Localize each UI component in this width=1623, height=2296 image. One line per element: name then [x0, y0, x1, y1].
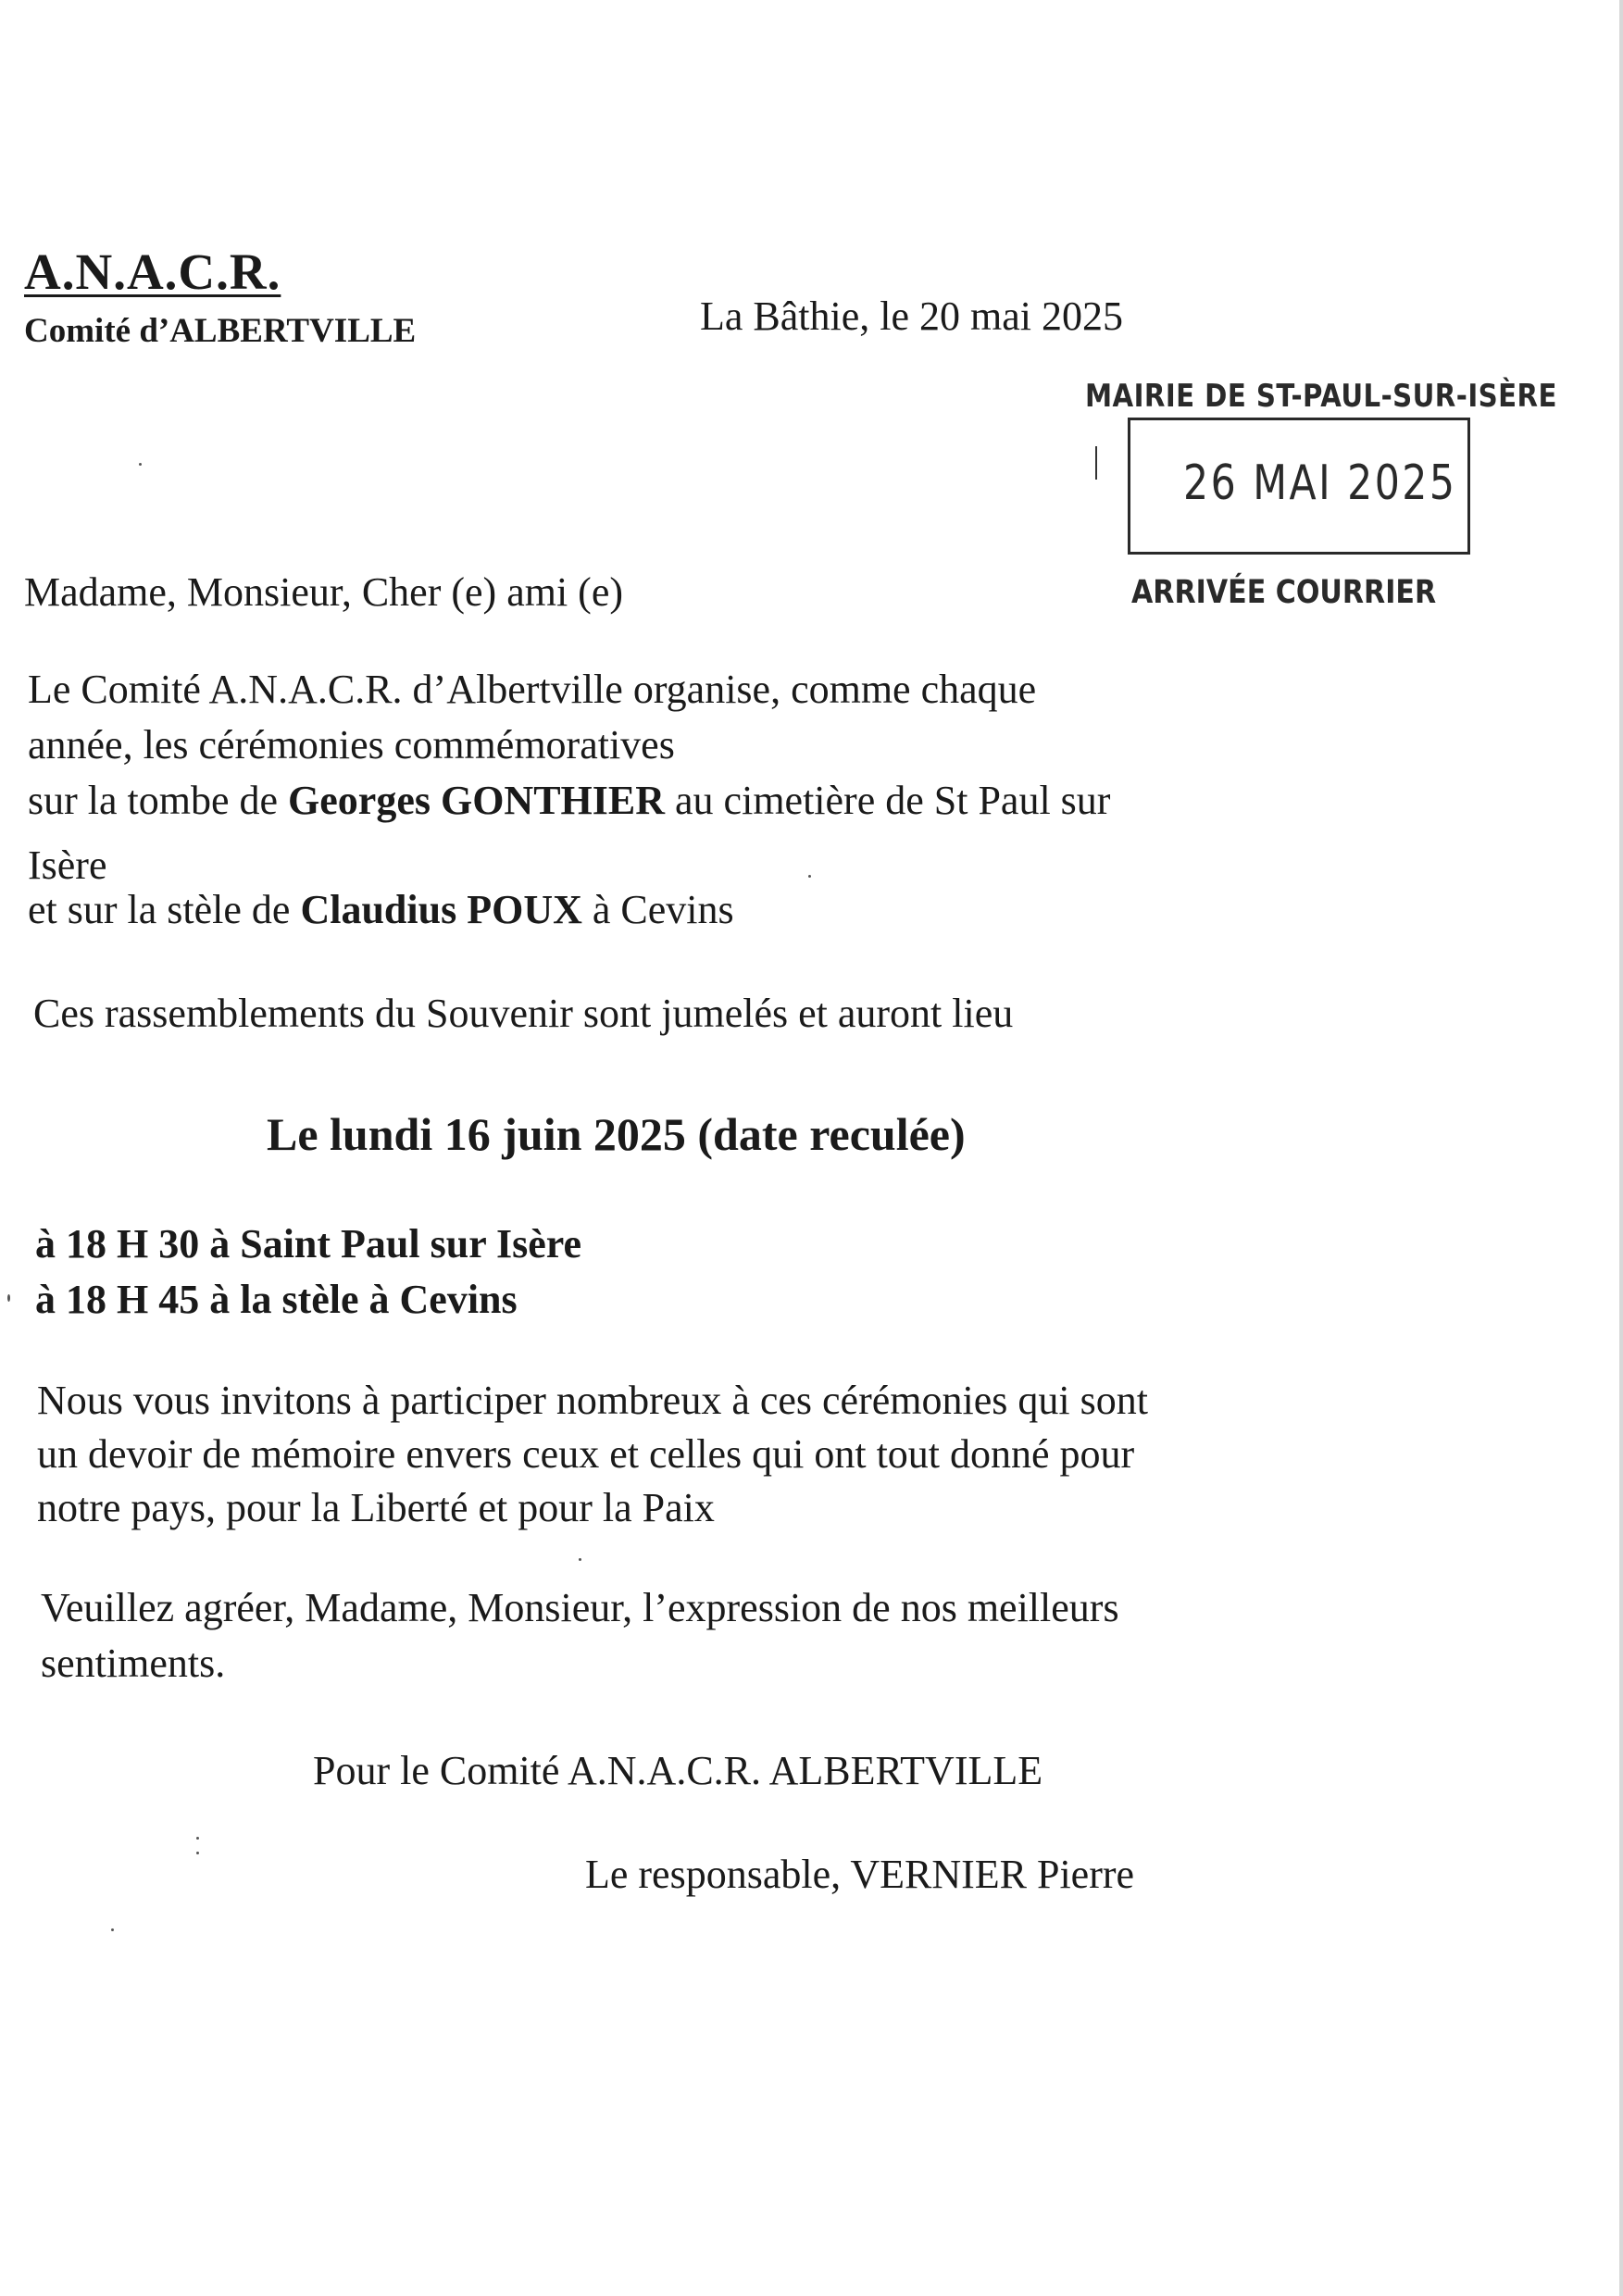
- paragraph-1-line-5: [28, 887, 734, 933]
- paragraph-2: Ces rassemblements du Souvenir sont jumelés et auront lieu: [33, 991, 1014, 1036]
- scan-speck: [579, 1558, 581, 1561]
- stamp-date: 26 MAI 2025: [1183, 455, 1457, 511]
- committee-name: Comité d’ALBERTVILLE: [24, 312, 417, 350]
- scan-speck: [808, 875, 811, 878]
- text-fragment: à Cevins: [581, 887, 734, 932]
- scan-edge: [1619, 0, 1623, 2296]
- organization-name: A.N.A.C.R.: [24, 243, 281, 300]
- signature-committee: Pour le Comité A.N.A.C.R. ALBERTVILLE: [313, 1748, 1043, 1793]
- text-fragment: sur la tombe de: [28, 778, 289, 823]
- schedule-item-saint-paul: à 18 H 30 à Saint Paul sur Isère: [35, 1221, 581, 1267]
- paragraph-1-line-4: Isère: [28, 842, 107, 888]
- stamp-header: MAIRIE DE ST-PAUL-SUR-ISÈRE: [1085, 378, 1557, 415]
- signature-responsible: Le responsable, VERNIER Pierre: [585, 1852, 1135, 1897]
- closing-line-2: sentiments.: [41, 1641, 226, 1686]
- scan-speck: [111, 1928, 114, 1931]
- salutation: Madame, Monsieur, Cher (e) ami (e): [24, 569, 624, 615]
- event-date-heading: Le lundi 16 juin 2025 (date reculée): [267, 1108, 966, 1160]
- schedule-item-cevins: à 18 H 45 à la stèle à Cevins: [35, 1277, 518, 1322]
- paragraph-1-line-3: [28, 778, 1110, 824]
- scan-speck: [139, 463, 142, 466]
- scan-speck: [196, 1837, 199, 1840]
- paragraph-3-line-1: Nous vous invitons à participer nombreux à ces cérémonies qui sont: [37, 1378, 1148, 1423]
- closing-line-1: Veuillez agréer, Madame, Monsieur, l’expression de nos meilleurs: [41, 1585, 1119, 1630]
- paragraph-1-line-1: Le Comité A.N.A.C.R. d’Albertville organise, comme chaque: [28, 667, 1037, 712]
- paragraph-1-line-2: année, les cérémonies commémoratives: [28, 722, 675, 767]
- paragraph-3-line-3: notre pays, pour la Liberté et pour la Paix: [37, 1485, 715, 1530]
- text-fragment: au cimetière de St Paul sur: [665, 778, 1111, 823]
- place-and-date: La Bâthie, le 20 mai 2025: [700, 293, 1123, 339]
- scan-speck: [7, 1294, 10, 1302]
- honoree-name-gonthier: Georges GONTHIER: [288, 778, 666, 823]
- text-fragment: et sur la stèle de: [28, 887, 301, 932]
- paragraph-3-line-2: un devoir de mémoire envers ceux et celles qui ont tout donné pour: [37, 1431, 1135, 1477]
- scan-speck: [196, 1852, 199, 1854]
- stamp-footer: ARRIVÉE COURRIER: [1131, 574, 1437, 611]
- honoree-name-poux: Claudius POUX: [300, 887, 582, 932]
- stamp-mark: [1095, 446, 1097, 480]
